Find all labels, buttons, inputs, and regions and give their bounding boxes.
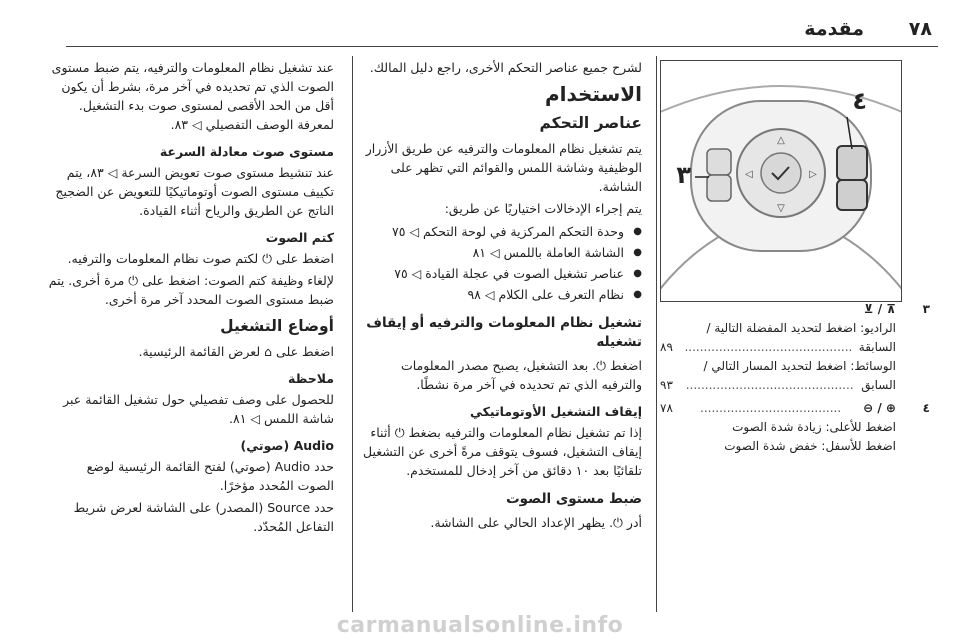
svg-text:△: △ [777,135,785,146]
control-items-list [660,300,930,460]
intro-paragraph: لشرح جميع عناصر التحكم الأخرى، راجع دليل المالك. [369,60,642,75]
steering-wheel-controls-figure [660,60,902,302]
leader-dots: ..................................... [700,401,842,415]
volume-paragraph: أدر ⏻. يظهر الإعداد الحالي على الشاشة. [430,515,642,530]
volume-symbols: ⊕ / ⊖ [863,401,896,415]
modes-paragraph: اضغط على ⌂ لعرض القائمة الرئيسية. [138,344,334,359]
heading-usage: الاستخدام [544,82,642,106]
leader-dots: ............................................ [684,340,853,354]
speed-volume-paragraph: عند تنشيط مستوى صوت تعويض السرعة ◁ ٨٣، يتم تكييف مستوى الصوت أوتوماتيكيًا للتعويض عن الضجيج الناتج عن الطريق والرياح أثناء القيادة. [55,165,334,218]
middle-column [358,58,642,535]
callout-4: ٤ [852,87,867,115]
on-off-paragraph: اضغط ⏻. بعد التشغيل، يصبح مصدر المعلومات والترفيه الذي تم تحديده في آخر مرة نشطًا. [401,358,642,392]
heading-speed-volume: مستوى صوت معادلة السرعة [159,144,334,159]
page-reference: ٩٣ [660,378,673,392]
svg-text:◁: ◁ [745,169,753,180]
column-divider-left [352,56,353,612]
list-item: ● عناصر تشغيل الصوت في عجلة القيادة ◁ ٧٥ [358,264,642,283]
auto-off-paragraph: إذا تم تشغيل نظام المعلومات والترفيه بضغط ⏻ أثناء إيقاف التشغيل، فسوف يتوقف مرةً أخرى عن التشغيل تلقائيًا بعد ١٠ دقائق من آخر إدخال للمستخدم. [363,425,642,478]
control-item-3 [660,300,930,395]
left-column [48,58,334,539]
list-item: ● نظام التعرف على الكلام ◁ ٩٨ [358,285,642,304]
unmute-paragraph: لإلغاء وظيفة كتم الصوت: اضغط على ⏻ مرة أخرى. يتم ضبط مستوى الصوت المحدد آخر مرة أخرى. [48,273,334,307]
controls-paragraph: يتم تشغيل نظام المعلومات والترفيه عن طريق الأزرار الوظيفية وشاشة اللمس والقوائم التي تظهر على الشاشة. [365,141,642,194]
control-item-4 [660,399,930,456]
item-text: السابق [861,378,896,392]
source-paragraph: حدد Source (المصدر) على الشاشة لعرض شريط التفاعل المُحدّد. [73,500,334,534]
svg-text:▷: ▷ [809,169,817,180]
callout-3: ٣ [676,161,691,189]
item-number: ٤ [922,401,930,415]
item-text: السابقة [858,340,896,354]
heading-on-off: تشغيل نظام المعلومات والترفيه أو إيقاف تشغيله [366,315,642,350]
heading-audio: Audio (صوتي) [240,438,334,453]
input-methods-list [358,222,642,304]
note-paragraph: للحصول على وصف تفصيلي حول تشغيل القائمة عبر شاشة اللمس ◁ ٨١. [63,392,334,426]
page-reference: ٨٩ [660,340,673,354]
mute-paragraph: اضغط على ⏻ لكتم صوت نظام المعلومات والترفيه. [67,251,334,266]
header-rule [66,46,938,47]
heading-modes: أوضاع التشغيل [220,317,334,335]
heading-auto-off: إيقاف التشغيل الأوتوماتيكي [469,404,642,419]
heading-mute: كتم الصوت [265,230,334,245]
audio-paragraph: حدد Audio (صوتي) لفتح القائمة الرئيسية لوضع الصوت المُحدد مؤخرًا. [86,459,334,493]
prev-next-symbols: ⊼ / ⊻ [863,302,896,316]
item-text: الوسائط: اضغط لتحديد المسار التالي / [703,359,896,373]
list-item: ● وحدة التحكم المركزية في لوحة التحكم ◁ ٧٥ [358,222,642,241]
section-title: مقدمة [804,18,864,40]
heading-controls: عناصر التحكم [539,114,642,132]
svg-text:▽: ▽ [777,203,785,214]
item-text: الراديو: اضغط لتحديد المفضلة التالية / [706,321,896,335]
item-text: اضغط للأعلى: زيادة شدة الصوت [732,420,896,434]
item-number: ٣ [922,302,930,316]
volume-detail-paragraph: عند تشغيل نظام المعلومات والترفيه، يتم ضبط مستوى الصوت الذي تم تحديده في آخر مرة، بشرط أن يكون أقل من الحد الأقصى لمستوى صوت بدء التشغيل. لمعرفة الوصف التفصيلي ◁ ٨٣. [51,60,334,132]
column-divider-right [656,56,657,612]
page-header [0,0,960,46]
inputs-intro: يتم إجراء الإدخالات اختياريًا عن طريق: [444,201,642,216]
page-number: ٧٨ [908,18,932,40]
heading-volume: ضبط مستوى الصوت [506,491,642,507]
page-reference: ٧٨ [660,401,673,415]
leader-dots: ............................................ [685,378,854,392]
watermark: carmanualsonline.info [336,613,624,638]
item-text: اضغط للأسفل: خفض شدة الصوت [724,439,896,453]
list-item: ● الشاشة العاملة باللمس ◁ ٨١ [358,243,642,262]
heading-note: ملاحظة [288,371,334,386]
